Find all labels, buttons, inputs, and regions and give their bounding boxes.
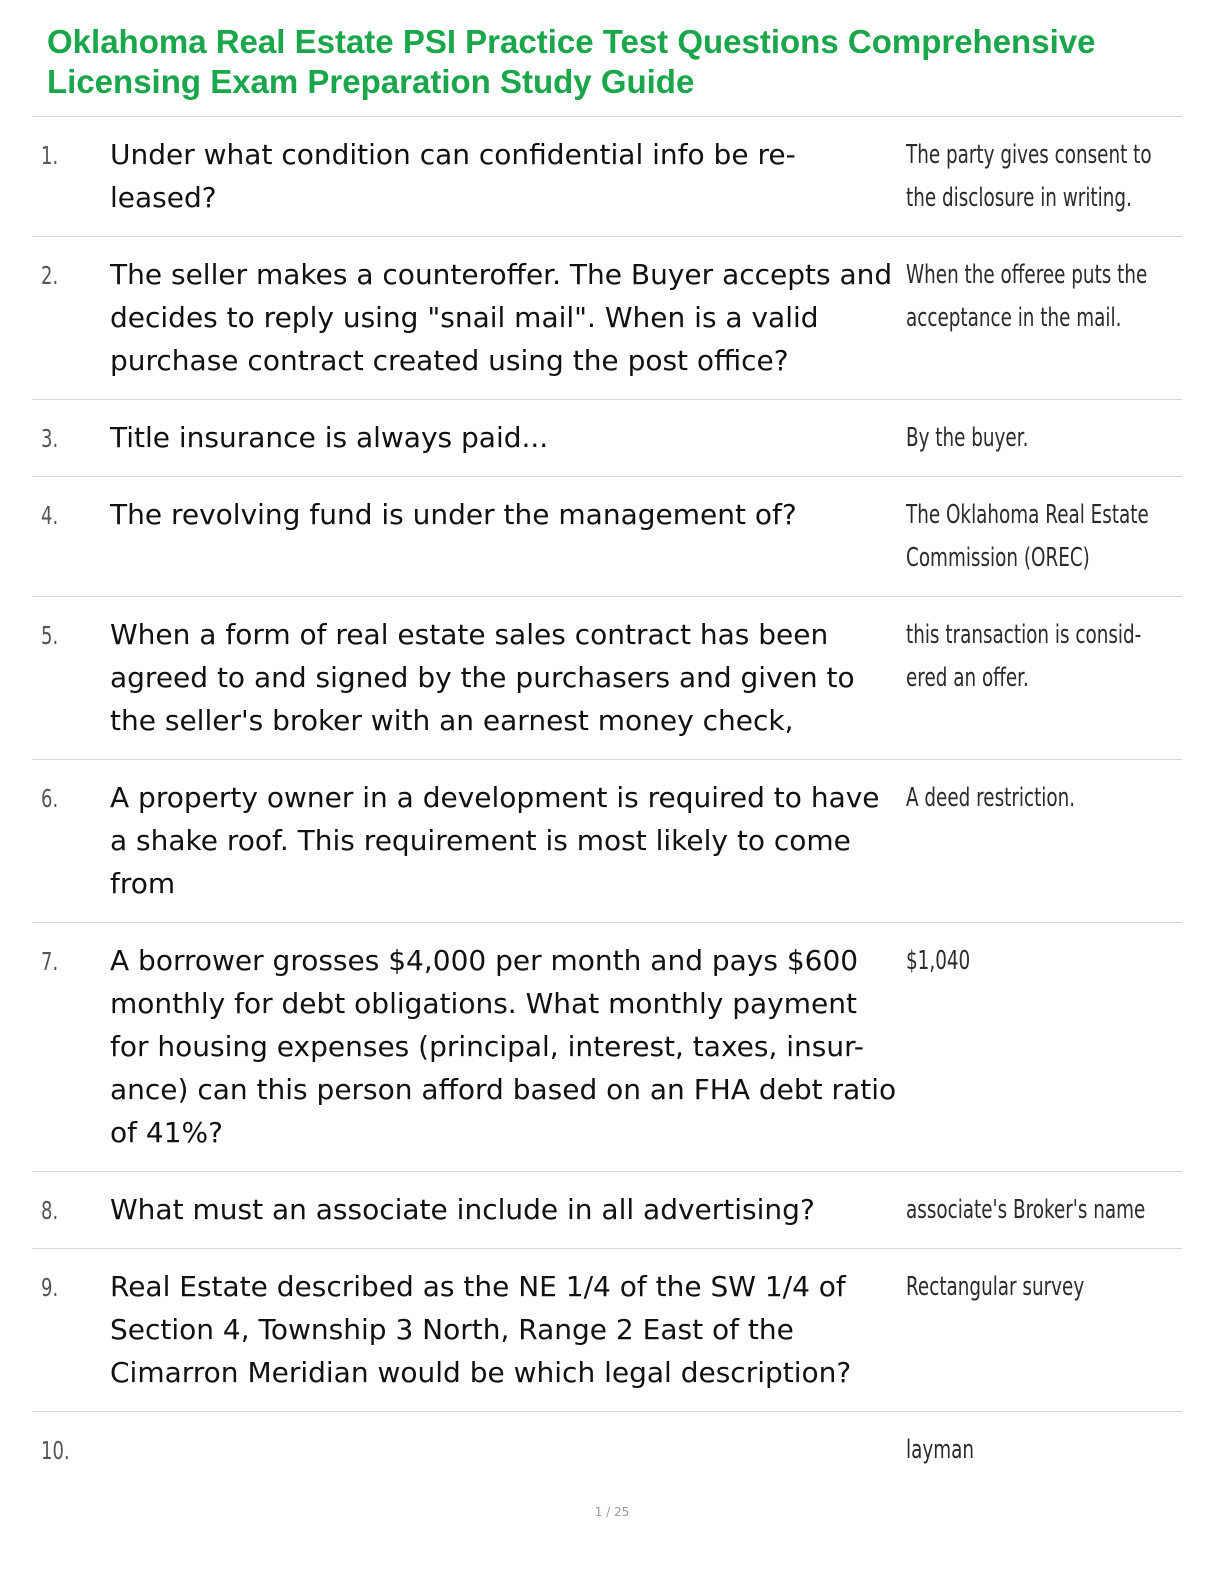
question-row-2 xyxy=(32,237,1182,400)
question-text: When a form of real estate sales contract has been agreed to and signed by the purchasers and given to the seller's broker with an earnest money check, xyxy=(110,618,855,737)
question-row-5 xyxy=(32,597,1182,760)
question-text: The revolving fund is under the management of? xyxy=(110,498,797,531)
question-text: Under what condition can confidential info be re-leased? xyxy=(110,138,796,214)
question-text: Title insurance is always paid... xyxy=(110,421,549,454)
answer-text: layman xyxy=(906,1435,974,1465)
question-text: Real Estate described as the NE 1/4 of the SW 1/4 of Section 4, Township 3 North, Range 2 East of the Cimarron Meridian would be which legal description? xyxy=(110,1270,852,1389)
answer-text: $1,040 xyxy=(906,946,971,976)
question-row-3 xyxy=(32,400,1182,477)
question-row-8 xyxy=(32,1172,1182,1249)
answer-text: When the offeree puts the acceptance in the mail. xyxy=(906,260,1148,333)
question-text: The seller makes a counteroffer. The Buyer accepts and decides to reply using "snail mail". When is a valid purchase contract created using the post office? xyxy=(110,258,893,377)
answer-text: this transaction is consid-ered an offer. xyxy=(906,620,1142,693)
question-number: 1. xyxy=(41,141,59,170)
answer-text: The party gives consent to the disclosure in writing. xyxy=(906,140,1152,213)
answer-text: associate's Broker's name xyxy=(906,1195,1146,1225)
question-row-4 xyxy=(32,477,1182,597)
question-text: A property owner in a development is required to have a shake roof. This requirement is most likely to come from xyxy=(110,781,880,900)
question-number: 9. xyxy=(41,1273,59,1302)
question-number: 5. xyxy=(41,621,59,650)
question-number: 10. xyxy=(41,1436,70,1465)
answer-text: By the buyer. xyxy=(906,423,1029,453)
question-number: 6. xyxy=(41,784,59,813)
question-number: 3. xyxy=(41,424,59,453)
document-title: Oklahoma Real Estate PSI Practice Test Questions Comprehensive Licensing Exam Preparation Study Guide xyxy=(47,23,1096,100)
question-row-7 xyxy=(32,923,1182,1172)
question-text: What must an associate include in all advertising? xyxy=(110,1193,815,1226)
answer-text: A deed restriction. xyxy=(906,783,1076,813)
question-row-10 xyxy=(32,1412,1182,1485)
question-text: A borrower grosses $4,000 per month and pays $600 monthly for debt obligations. What monthly payment for housing expenses (principal, interest, taxes, insur-ance) can this person afford based on an FHA debt ratio of 41%? xyxy=(110,944,897,1149)
question-row-6 xyxy=(32,760,1182,923)
question-list xyxy=(32,116,1182,1485)
question-row-1 xyxy=(32,117,1182,237)
question-number: 4. xyxy=(41,501,59,530)
question-number: 2. xyxy=(41,261,59,290)
question-row-9 xyxy=(32,1249,1182,1412)
answer-text: Rectangular survey xyxy=(906,1272,1085,1302)
question-number: 7. xyxy=(41,947,59,976)
answer-text: The Oklahoma Real Estate Commission (OREC) xyxy=(906,500,1149,573)
question-number: 8. xyxy=(41,1196,59,1225)
page-indicator: 1 / 25 xyxy=(594,1505,630,1519)
